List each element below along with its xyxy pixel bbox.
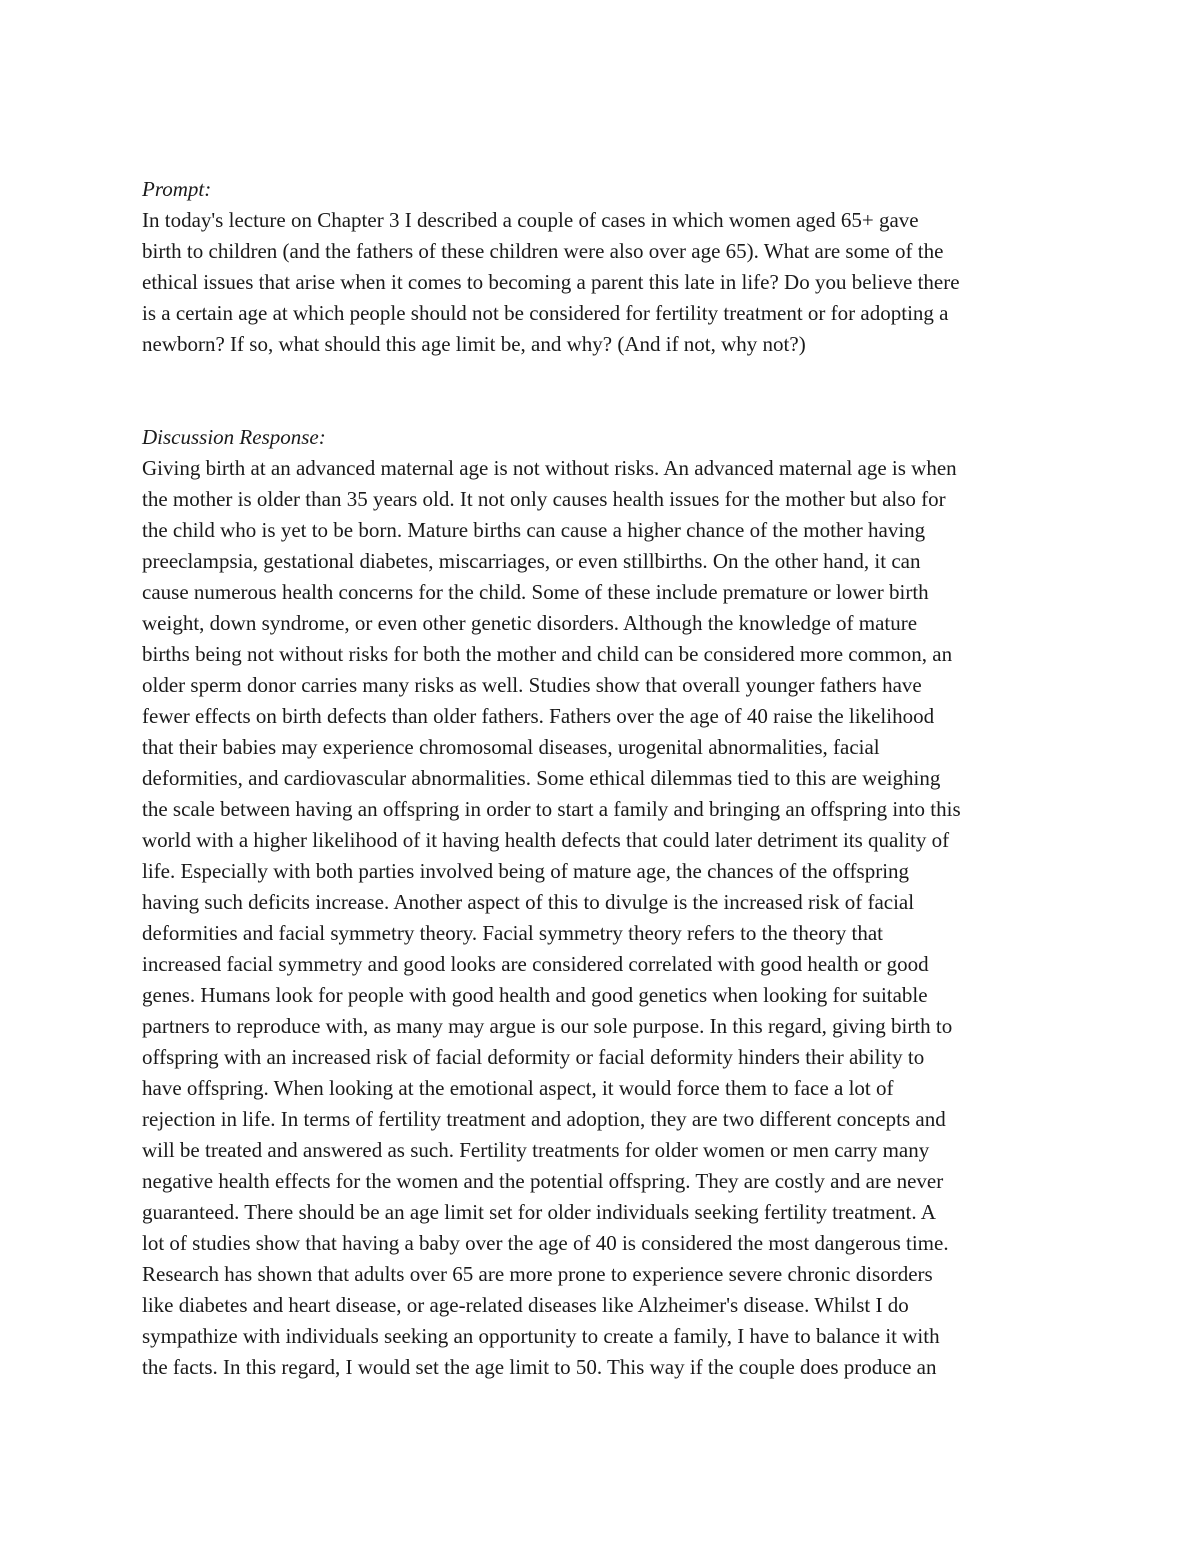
prompt-heading: Prompt: [142, 177, 212, 201]
response-line: that their babies may experience chromosomal diseases, urogenital abnormalities, facial [142, 735, 880, 759]
response-line: preeclampsia, gestational diabetes, miscarriages, or even stillbirths. On the other hand, it can [142, 549, 921, 573]
response-line: offspring with an increased risk of facial deformity or facial deformity hinders their ability to [142, 1045, 925, 1069]
prompt-line: is a certain age at which people should not be considered for fertility treatment or for adopting a [142, 301, 949, 325]
response-line: negative health effects for the women and the potential offspring. They are costly and are never [142, 1169, 944, 1193]
response-paragraph [142, 453, 1062, 1383]
response-line: guaranteed. There should be an age limit set for older individuals seeking fertility treatment. A [142, 1200, 936, 1224]
prompt-line: birth to children (and the fathers of these children were also over age 65). What are some of the [142, 239, 944, 263]
response-line: partners to reproduce with, as many may argue is our sole purpose. In this regard, giving birth to [142, 1014, 953, 1038]
prompt-line: newborn? If so, what should this age limit be, and why? (And if not, why not?) [142, 332, 806, 356]
response-line: have offspring. When looking at the emotional aspect, it would force them to face a lot of [142, 1076, 894, 1100]
response-line: Research has shown that adults over 65 are more prone to experience severe chronic disorders [142, 1262, 933, 1286]
prompt-line: ethical issues that arise when it comes to becoming a parent this late in life? Do you believe there [142, 270, 960, 294]
section-spacer [142, 360, 1062, 422]
response-line: fewer effects on birth defects than older fathers. Fathers over the age of 40 raise the likelihood [142, 704, 935, 728]
response-line: genes. Humans look for people with good health and good genetics when looking for suitable [142, 983, 928, 1007]
document-body [142, 174, 1062, 1383]
response-line: the child who is yet to be born. Mature births can cause a higher chance of the mother having [142, 518, 926, 542]
response-line: lot of studies show that having a baby over the age of 40 is considered the most dangerous time. [142, 1231, 949, 1255]
response-line: births being not without risks for both the mother and child can be considered more common, an [142, 642, 953, 666]
response-line: deformities, and cardiovascular abnormalities. Some ethical dilemmas tied to this are weighing [142, 766, 941, 790]
response-heading: Discussion Response: [142, 425, 326, 449]
response-line: world with a higher likelihood of it having health defects that could later detriment its quality of [142, 828, 950, 852]
prompt-paragraph [142, 205, 1062, 360]
response-line: the scale between having an offspring in order to start a family and bringing an offspring into this [142, 797, 961, 821]
response-line: the mother is older than 35 years old. It not only causes health issues for the mother but also for [142, 487, 946, 511]
response-line: having such deficits increase. Another aspect of this to divulge is the increased risk of facial [142, 890, 915, 914]
response-line: the facts. In this regard, I would set the age limit to 50. This way if the couple does produce an [142, 1355, 937, 1379]
response-line: life. Especially with both parties involved being of mature age, the chances of the offspring [142, 859, 910, 883]
response-line: cause numerous health concerns for the child. Some of these include premature or lower birth [142, 580, 929, 604]
response-line: weight, down syndrome, or even other genetic disorders. Although the knowledge of mature [142, 611, 918, 635]
response-line: Giving birth at an advanced maternal age is not without risks. An advanced maternal age is when [142, 456, 957, 480]
response-line: older sperm donor carries many risks as well. Studies show that overall younger fathers have [142, 673, 922, 697]
response-line: sympathize with individuals seeking an opportunity to create a family, I have to balance it with [142, 1324, 940, 1348]
response-line: deformities and facial symmetry theory. Facial symmetry theory refers to the theory that [142, 921, 883, 945]
prompt-line: In today's lecture on Chapter 3 I described a couple of cases in which women aged 65+ gave [142, 208, 919, 232]
response-line: like diabetes and heart disease, or age-related diseases like Alzheimer's disease. Whilst I do [142, 1293, 909, 1317]
response-line: will be treated and answered as such. Fertility treatments for older women or men carry many [142, 1138, 930, 1162]
response-line: rejection in life. In terms of fertility treatment and adoption, they are two different concepts and [142, 1107, 946, 1131]
response-line: increased facial symmetry and good looks are considered correlated with good health or good [142, 952, 929, 976]
